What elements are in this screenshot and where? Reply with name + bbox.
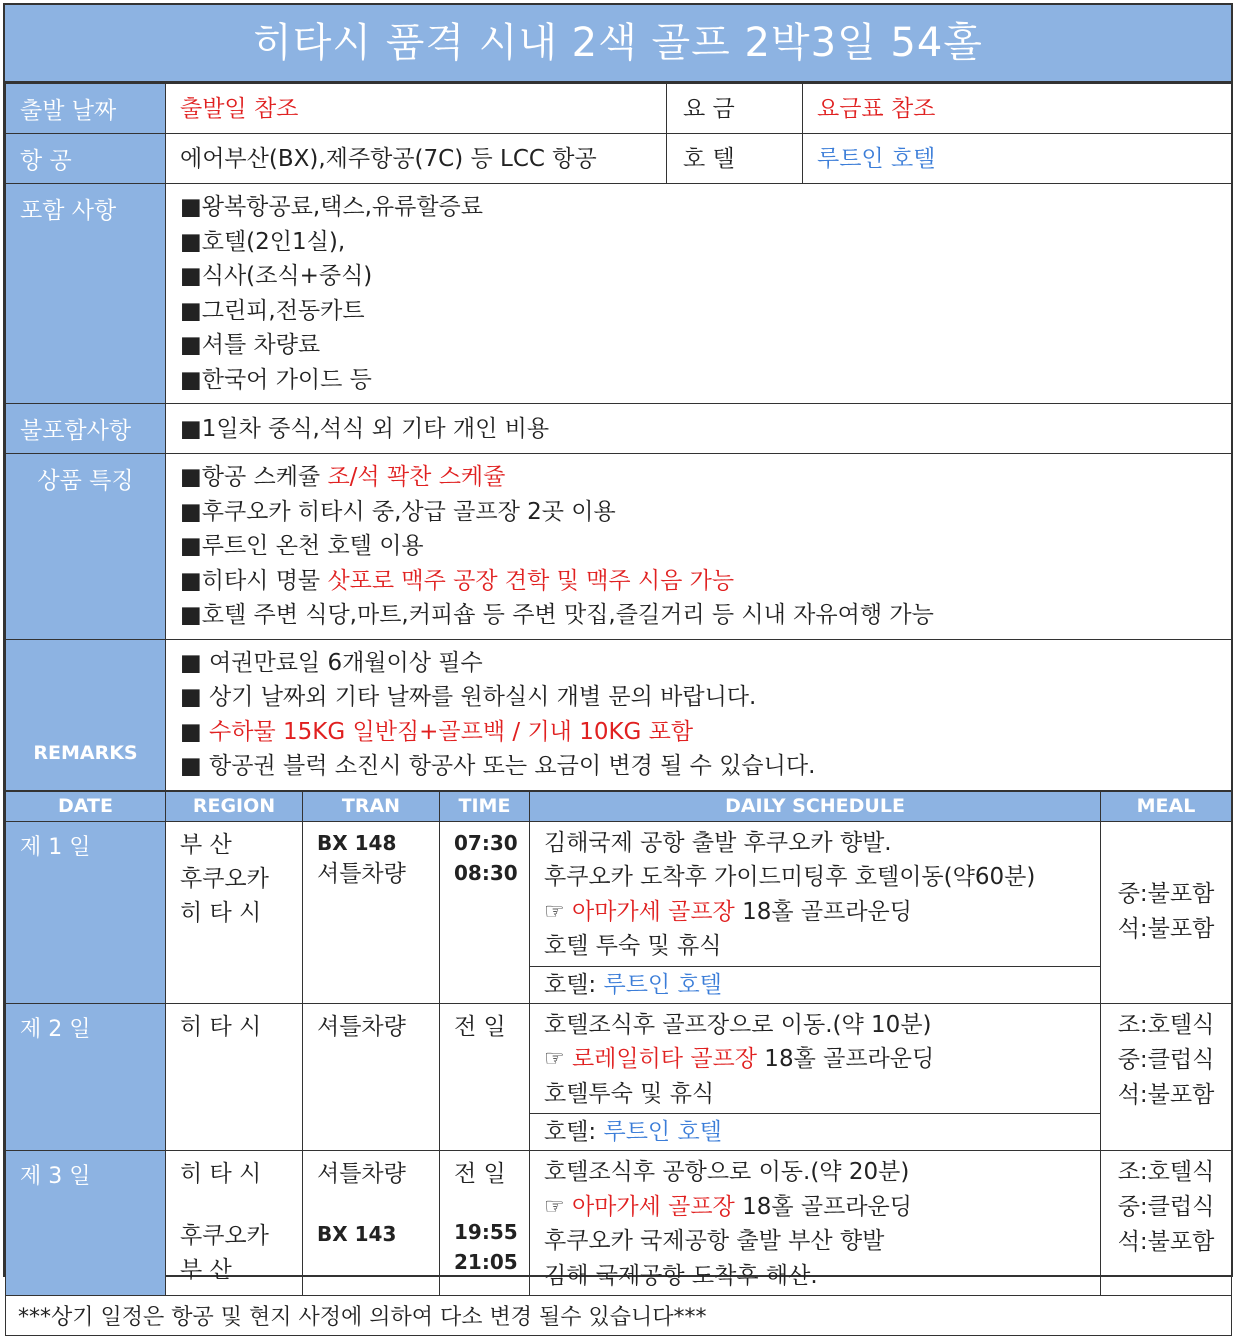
transport-item: 셔틀차량 [317, 1157, 425, 1191]
meal-item: 석:불포함 [1101, 1078, 1231, 1113]
golf-course-name: 아마가세 골프장 [572, 1194, 735, 1220]
day-transport [303, 1151, 440, 1296]
schedule-line [544, 1190, 1086, 1225]
region-item: 히 타 시 [180, 1010, 288, 1044]
hotel-line [530, 1114, 1100, 1150]
col-header-date: DATE [6, 791, 166, 821]
schedule-text: 18홀 골프라운딩 [757, 1046, 934, 1072]
col-header-daily-schedule: DAILY SCHEDULE [530, 791, 1101, 821]
feature-highlight: 조/석 꽉찬 스케쥴 [327, 464, 505, 490]
included-item: ■한국어 가이드 등 [180, 363, 1217, 398]
day-row [6, 1151, 1232, 1296]
included-label: 포함 사항 [6, 184, 166, 404]
meal-item: 중:불포함 [1101, 877, 1231, 912]
feature-highlight: 삿포로 맥주 공장 견학 및 맥주 시음 가능 [327, 568, 734, 594]
feature-item: ■호텔 주변 식당,마트,커피숍 등 주변 맛집,즐길거리 등 시내 자유여행 가능 [180, 598, 1217, 633]
remark-highlight: 수하물 15KG 일반짐+골프백 / 기내 10KG 포함 [209, 719, 693, 745]
schedule-line: 김해국제 공항 출발 후쿠오카 향발. [544, 826, 1086, 861]
airline-label: 항 공 [6, 134, 166, 184]
hotel-value: 루트인 호텔 [803, 134, 1232, 184]
day-region [166, 821, 303, 1003]
meal-item: 중:클럽식 [1101, 1043, 1231, 1078]
pointing-hand-icon: ☞ [544, 1194, 572, 1220]
hotel-prefix: 호텔: [544, 972, 604, 998]
remark-text: ■ [180, 719, 209, 745]
schedule-lines [530, 822, 1100, 967]
schedule-line [544, 895, 1086, 930]
region-item: 부 산 [180, 1253, 288, 1287]
transport-item: 셔틀차량 [317, 859, 425, 890]
included-item: ■식사(조식+중식) [180, 259, 1217, 294]
included-item: ■호텔(2인1실), [180, 225, 1217, 260]
schedule-text: 18홀 골프라운딩 [735, 1194, 912, 1220]
day-time [440, 1151, 530, 1296]
col-header-region: REGION [166, 791, 303, 821]
time-item: 08:30 [454, 858, 515, 888]
schedule-line: 호텔조식후 공항으로 이동.(약 20분) [544, 1155, 1086, 1190]
schedule-lines [530, 1151, 1100, 1295]
time-item: 07:30 [454, 828, 515, 858]
region-item: 히 타 시 [180, 896, 288, 930]
day-meal [1101, 1003, 1232, 1151]
day-time [440, 1003, 530, 1151]
features-label: 상품 특징 [6, 454, 166, 640]
remark-item [180, 715, 1217, 750]
schedule-line: 호텔조식후 골프장으로 이동.(약 10분) [544, 1008, 1086, 1043]
departure-label: 출발 날짜 [6, 84, 166, 134]
day-transport [303, 821, 440, 1003]
transport-item: BX 148 [317, 828, 425, 859]
time-item: 전 일 [454, 1157, 515, 1191]
airline-value: 에어부산(BX),제주항공(7C) 등 LCC 항공 [166, 134, 667, 184]
hotel-prefix: 호텔: [544, 1119, 604, 1145]
remarks-list [166, 639, 1232, 790]
transport-item: 셔틀차량 [317, 1010, 425, 1044]
day-label: 제 1 일 [6, 821, 166, 1003]
itinerary-sheet [3, 3, 1233, 1277]
time-item: 전 일 [454, 1010, 515, 1044]
remark-item: ■ 항공권 블럭 소진시 항공사 또는 요금이 변경 될 수 있습니다. [180, 749, 1217, 784]
excluded-value: ■1일차 중식,석식 외 기타 개인 비용 [166, 404, 1232, 454]
day-meal [1101, 821, 1232, 1003]
day-row [6, 1003, 1232, 1151]
day-schedule [530, 821, 1101, 1003]
schedule-line: 후쿠오카 도착후 가이드미팅후 호텔이동(약60분) [544, 860, 1086, 895]
feature-text: ■항공 스케쥴 [180, 464, 327, 490]
features-list [166, 454, 1232, 640]
remark-item: ■ 여권만료일 6개월이상 필수 [180, 646, 1217, 681]
schedule-table [5, 791, 1232, 1336]
feature-item [180, 564, 1217, 599]
remarks-label: REMARKS [6, 639, 166, 790]
golf-course-name: 로레일히타 골프장 [572, 1046, 757, 1072]
schedule-line: 후쿠오카 국제공항 출발 부산 향발 [544, 1224, 1086, 1259]
day-region [166, 1151, 303, 1296]
included-item: ■셔틀 차량료 [180, 328, 1217, 363]
day-transport [303, 1003, 440, 1151]
col-header-time: TIME [440, 791, 530, 821]
meal-item: 석:불포함 [1101, 1225, 1231, 1260]
pointing-hand-icon: ☞ [544, 899, 572, 925]
hotel-name: 루트인 호텔 [604, 972, 722, 998]
meal-item: 조:호텔식 [1101, 1008, 1231, 1043]
hotel-line [530, 967, 1100, 1003]
day-label: 제 3 일 [6, 1151, 166, 1296]
footer-note: ***상기 일정은 항공 및 현지 사정에 의하여 다소 변경 될수 있습니다*** [6, 1296, 1232, 1336]
golf-course-name: 아마가세 골프장 [572, 899, 735, 925]
region-item: 히 타 시 [180, 1157, 288, 1191]
day-schedule [530, 1151, 1101, 1296]
schedule-line: 호텔투숙 및 휴식 [544, 1077, 1086, 1112]
meal-item: 중:클럽식 [1101, 1190, 1231, 1225]
feature-item: ■후쿠오카 히타시 중,상급 골프장 2곳 이용 [180, 495, 1217, 530]
col-header-meal: MEAL [1101, 791, 1232, 821]
schedule-lines [530, 1004, 1100, 1115]
hotel-label: 호 텔 [667, 134, 803, 184]
info-table [5, 83, 1232, 791]
schedule-line: 호텔 투숙 및 휴식 [544, 929, 1086, 964]
day-schedule [530, 1003, 1101, 1151]
included-item: ■왕복항공료,택스,유류할증료 [180, 190, 1217, 225]
time-item: 19:55 [454, 1217, 515, 1247]
time-item: 21:05 [454, 1247, 515, 1277]
remark-item: ■ 상기 날짜외 기타 날짜를 원하실시 개별 문의 바랍니다. [180, 680, 1217, 715]
feature-text: ■히타시 명물 [180, 568, 327, 594]
hotel-name: 루트인 호텔 [604, 1119, 722, 1145]
region-item: 후쿠오카 [180, 1219, 288, 1253]
schedule-line: 김해 국제공항 도착후 해산. [544, 1259, 1086, 1294]
included-list [166, 184, 1232, 404]
feature-item: ■루트인 온천 호텔 이용 [180, 529, 1217, 564]
day-row [6, 821, 1232, 1003]
meal-item: 석:불포함 [1101, 912, 1231, 947]
included-item: ■그린피,전동카트 [180, 294, 1217, 329]
day-region [166, 1003, 303, 1151]
transport-item: BX 143 [317, 1217, 425, 1251]
schedule-line [544, 1042, 1086, 1077]
feature-item [180, 460, 1217, 495]
meal-item: 조:호텔식 [1101, 1155, 1231, 1190]
region-item: 후쿠오카 [180, 862, 288, 896]
fee-value: 요금표 참조 [803, 84, 1232, 134]
day-label: 제 2 일 [6, 1003, 166, 1151]
departure-value: 출발일 참조 [166, 84, 667, 134]
excluded-label: 불포함사항 [6, 404, 166, 454]
page-title: 히타시 품격 시내 2색 골프 2박3일 54홀 [5, 5, 1231, 83]
region-item: 부 산 [180, 828, 288, 862]
schedule-text: 18홀 골프라운딩 [735, 899, 912, 925]
col-header-tran: TRAN [303, 791, 440, 821]
day-time [440, 821, 530, 1003]
fee-label: 요 금 [667, 84, 803, 134]
pointing-hand-icon: ☞ [544, 1046, 572, 1072]
day-meal [1101, 1151, 1232, 1296]
